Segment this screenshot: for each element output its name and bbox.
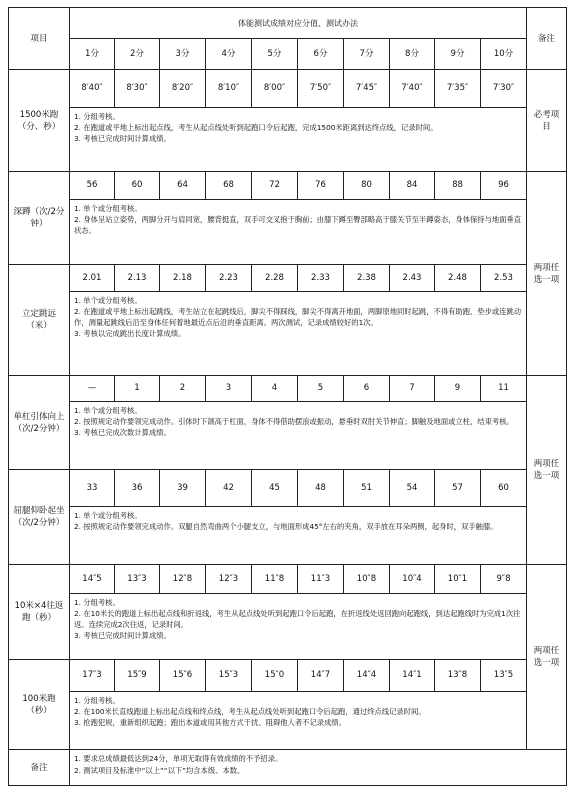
score-value: 60 <box>115 172 160 200</box>
score-value: 2.18 <box>160 265 206 292</box>
note-choose-one-a: 两项任选一项 <box>527 172 567 376</box>
score-value: 8′00″ <box>252 70 298 108</box>
item-sit-up: 屈腿仰卧起坐（次/2分钟） <box>9 470 70 565</box>
score-value: 15″9 <box>115 660 160 692</box>
score-value: 12″3 <box>206 565 252 594</box>
score-value: 8′20″ <box>160 70 206 108</box>
method-pull-up: 1. 单个或分组考核。 2. 按照规定动作要领完成动作。引体时下颌高于杠面，身体不得借助摆浪或振动，悬垂时双肘关节伸直；脚触及地面或立柱，结束考核。 3. 考核已完成次数计算成绩。 <box>70 402 527 470</box>
score-header: 10分 <box>481 39 527 70</box>
score-value: 17″3 <box>70 660 115 692</box>
score-value: 15″3 <box>206 660 252 692</box>
score-value: 7 <box>390 376 435 402</box>
score-value: 2.13 <box>115 265 160 292</box>
score-header: 7分 <box>344 39 390 70</box>
score-header: 2分 <box>115 39 160 70</box>
item-shuttle-run: 10米×4往返跑（秒） <box>9 565 70 660</box>
score-header: 8分 <box>390 39 435 70</box>
score-value: 9 <box>435 376 481 402</box>
score-header: 5分 <box>252 39 298 70</box>
score-value: 2.01 <box>70 265 115 292</box>
score-value: 5 <box>298 376 344 402</box>
score-value: 7′35″ <box>435 70 481 108</box>
score-value: 14″7 <box>298 660 344 692</box>
score-value: 51 <box>344 470 390 507</box>
score-value: 36 <box>115 470 160 507</box>
score-header: 6分 <box>298 39 344 70</box>
score-value: 10″8 <box>344 565 390 594</box>
score-value: 11″8 <box>252 565 298 594</box>
score-value: 10″1 <box>435 565 481 594</box>
fitness-test-table <box>8 7 567 786</box>
score-value: 15″0 <box>252 660 298 692</box>
score-header: 3分 <box>160 39 206 70</box>
score-value: 7′50″ <box>298 70 344 108</box>
score-value: 45 <box>252 470 298 507</box>
score-value: 2.48 <box>435 265 481 292</box>
score-value: 54 <box>390 470 435 507</box>
method-1500m: 1. 分组考核。 2. 在跑道或平地上标出起点线，考生从起点线处听到起跑口令后起跑，完成1500米距离到达终点线，记录时间。 3. 考核已完成时间计算成绩。 <box>70 108 527 172</box>
score-value: 2.28 <box>252 265 298 292</box>
score-value: 2.23 <box>206 265 252 292</box>
score-value: 2 <box>160 376 206 402</box>
score-value: 4 <box>252 376 298 402</box>
score-value: 2.43 <box>390 265 435 292</box>
score-value: 12″8 <box>160 565 206 594</box>
item-100m: 100米跑（秒） <box>9 660 70 750</box>
method-100m: 1. 分组考核。 2. 在100米长直线跑道上标出起点线和终点线，考生从起点线处听到起跑口令后起跑，通过终点线记录时间。 3. 抢跑犯规，重新组织起跑；跑出本道或用其他方式干扰、阻碍他人者不记录成绩。 <box>70 692 527 750</box>
score-value: — <box>70 376 115 402</box>
score-value: 13″8 <box>435 660 481 692</box>
score-value: 15″6 <box>160 660 206 692</box>
score-value: 39 <box>160 470 206 507</box>
note-choose-one-c: 两项任选一项 <box>527 565 567 750</box>
score-value: 84 <box>390 172 435 200</box>
score-value: 1 <box>115 376 160 402</box>
item-1500m: 1500米跑（分、秒） <box>9 70 70 172</box>
item-squat: 深蹲（次/2分钟） <box>9 172 70 265</box>
score-value: 13″5 <box>481 660 527 692</box>
footer-notes: 1. 要求总成绩最低达到24分，单项无取得有效成绩的不予招录。 2. 测试项目及标准中“以上”“以下”均含本级、本数。 <box>70 750 567 786</box>
score-value: 33 <box>70 470 115 507</box>
score-value: 10″4 <box>390 565 435 594</box>
method-shuttle-run: 1. 分组考核。 2. 在10米长的跑道上标出起点线和折返线，考生从起点线处听到起跑口令后起跑，在折返线处返回跑向起跑线，到达起跑线时为完成1次往返。连续完成2次往返，记录时间。 3. 考核已完成时间计算成绩。 <box>70 594 527 660</box>
item-pull-up: 单杠引体向上（次/2分钟） <box>9 376 70 470</box>
score-header: 1分 <box>70 39 115 70</box>
score-value: 76 <box>298 172 344 200</box>
score-value: 8′10″ <box>206 70 252 108</box>
score-value: 96 <box>481 172 527 200</box>
score-value: 14″4 <box>344 660 390 692</box>
score-value: 2.38 <box>344 265 390 292</box>
score-header: 9分 <box>435 39 481 70</box>
header-note-label: 备注 <box>527 8 567 70</box>
method-sit-up: 1. 单个或分组考核。 2. 按照规定动作要领完成动作。双腿自然弯曲两个小腿支立，与地面形成45°左右的夹角，双手放在耳朵两侧，起身时，双手触膝。 <box>70 507 527 565</box>
score-value: 48 <box>298 470 344 507</box>
method-long-jump: 1. 单个或分组考核。 2. 在跑道或平地上标出起跳线，考生站立在起跳线后，脚尖不得踩线，脚尖不得离开地面，两脚原地同时起跳，不得有助跑、垫步或连跳动作，测量起跳线后沿至身体任何着地最近点后沿的垂直距离。两次测试，记录成绩较好的1次。 3. 考核以完成跳出长度计算成绩。 <box>70 292 527 376</box>
header-item-label: 项目 <box>9 8 70 70</box>
score-value: 64 <box>160 172 206 200</box>
score-value: 72 <box>252 172 298 200</box>
score-value: 11″3 <box>298 565 344 594</box>
table-title: 体能测试成绩对应分值、测试办法 <box>70 8 527 39</box>
score-value: 80 <box>344 172 390 200</box>
score-value: 14″5 <box>70 565 115 594</box>
score-value: 11 <box>481 376 527 402</box>
note-mandatory: 必考项目 <box>527 70 567 172</box>
item-long-jump: 立定跳远（米） <box>9 265 70 376</box>
score-value: 6 <box>344 376 390 402</box>
score-header: 4分 <box>206 39 252 70</box>
footer-label: 备注 <box>9 750 70 786</box>
score-value: 68 <box>206 172 252 200</box>
note-choose-one-b: 两项任选一项 <box>527 376 567 565</box>
score-value: 7′40″ <box>390 70 435 108</box>
score-value: 13″3 <box>115 565 160 594</box>
score-value: 57 <box>435 470 481 507</box>
score-value: 8′40″ <box>70 70 115 108</box>
score-value: 60 <box>481 470 527 507</box>
score-value: 56 <box>70 172 115 200</box>
score-value: 42 <box>206 470 252 507</box>
score-value: 7′45″ <box>344 70 390 108</box>
score-value: 2.53 <box>481 265 527 292</box>
score-value: 2.33 <box>298 265 344 292</box>
score-value: 7′30″ <box>481 70 527 108</box>
score-value: 14″1 <box>390 660 435 692</box>
score-value: 88 <box>435 172 481 200</box>
method-squat: 1. 单个或分组考核。 2. 身体呈站立姿势，两脚分开与肩同宽，腰背挺直，双手可交叉抱于胸前；由膝下蹲至臀部略高于膝关节至半蹲姿态，身体保持与地面垂直状态。 <box>70 200 527 265</box>
score-value: 3 <box>206 376 252 402</box>
score-value: 9″8 <box>481 565 527 594</box>
score-value: 8′30″ <box>115 70 160 108</box>
